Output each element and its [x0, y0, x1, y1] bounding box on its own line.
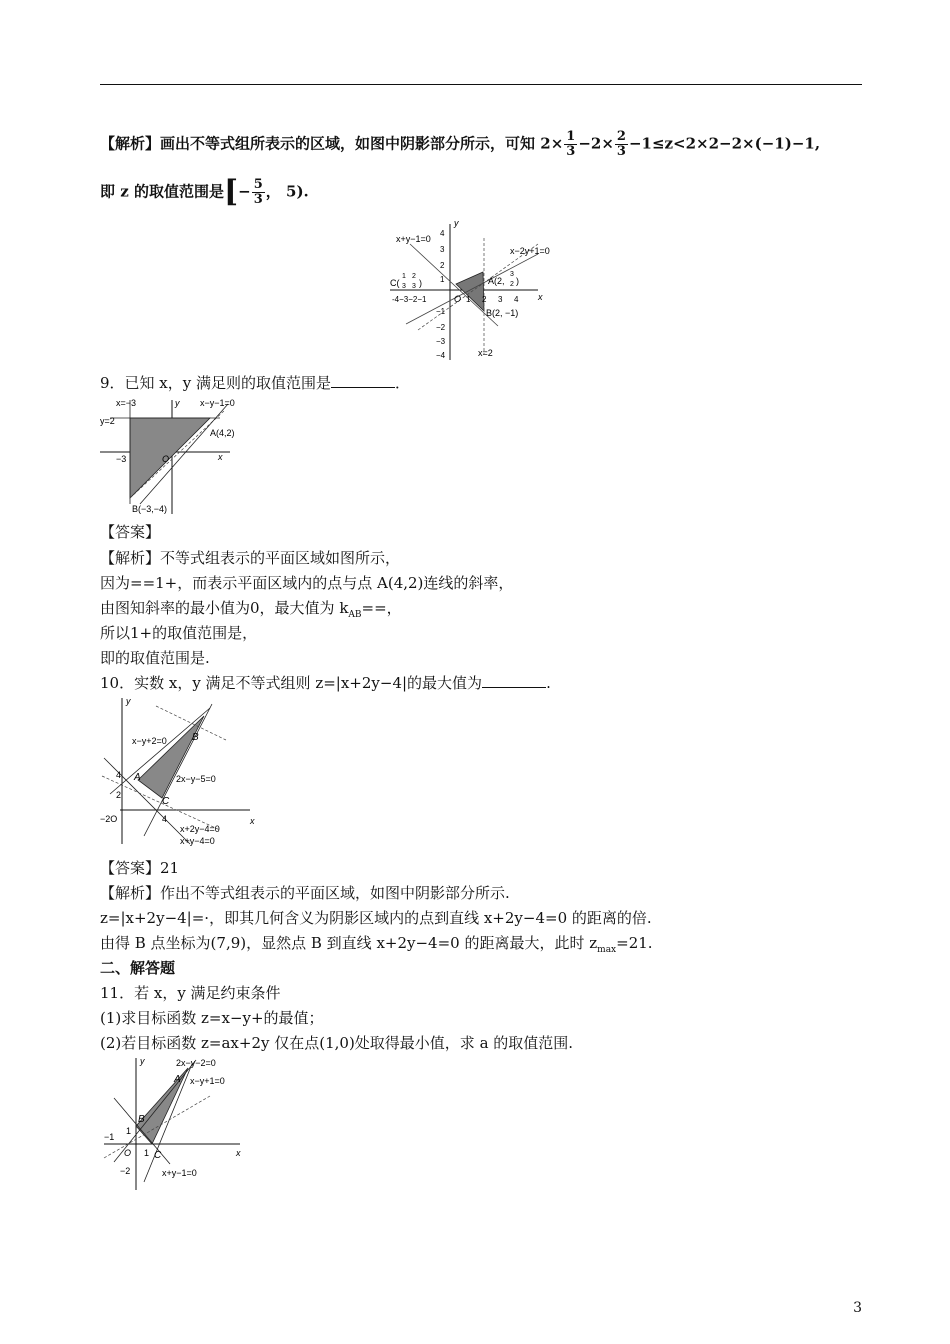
svg-text:2: 2 [440, 261, 445, 270]
fraction: $\frac{2}{3}$ [616, 129, 626, 159]
line-label: x=−3 [116, 398, 137, 408]
svg-text:x: x [538, 292, 543, 302]
line-label: x−y+1=0 [190, 1076, 225, 1086]
svg-text:C: C [162, 796, 170, 807]
fraction: $\frac{1}{3}$ [566, 129, 576, 159]
svg-text:O: O [162, 454, 170, 464]
line-label: y=2 [100, 416, 115, 426]
svg-text:): ) [419, 278, 422, 288]
svg-text:2: 2 [510, 281, 514, 288]
section-heading: 二、解答题 [100, 959, 176, 977]
svg-text:2: 2 [482, 295, 487, 304]
q9-solution: 因为==1+，而表示平面区域内的点与点 A(4,2)连线的斜率， [100, 574, 514, 592]
q10-stem: 10．实数 x，y 满足不等式组则 z=|x+2y−4|的最大值为 . [100, 674, 551, 692]
svg-text:−3: −3 [116, 454, 127, 464]
svg-text:): ) [516, 276, 519, 286]
svg-text:O: O [454, 294, 462, 304]
solution-label: 【解析】 [100, 134, 161, 153]
q11-figure [100, 1054, 250, 1194]
svg-text:x: x [218, 452, 223, 462]
q9-answer: 【答案】 [100, 523, 161, 541]
svg-text:1: 1 [126, 1126, 132, 1136]
svg-text:2: 2 [412, 273, 416, 280]
line-label: x+y−4=0 [180, 836, 215, 846]
q8-figure [388, 214, 568, 364]
svg-text:A: A [134, 772, 141, 783]
svg-text:−2: −2 [120, 1166, 131, 1176]
q8-solution-line2: 即 z 的取值范围是[− $\frac{5}{3}$ ， 5). [100, 174, 309, 210]
svg-text:y: y [140, 1056, 145, 1066]
svg-text:4: 4 [514, 295, 519, 304]
q11-part1: (1)求目标函数 z=x−y+的最值； [100, 1009, 324, 1027]
line-label: x−2y+1=0 [510, 246, 550, 256]
svg-text:B: B [138, 1114, 145, 1125]
q10-figure [100, 694, 260, 850]
svg-text:y: y [454, 218, 459, 228]
svg-text:3: 3 [402, 283, 406, 290]
q11-part2: (2)若目标函数 z=ax+2y 仅在点(1,0)处取得最小值，求 a 的取值范围. [100, 1034, 574, 1052]
q9-figure [100, 394, 250, 516]
q9-solution: 即的取值范围是. [100, 649, 210, 667]
q11-stem: 11．若 x，y 满足约束条件 [100, 984, 281, 1002]
point-label-b: B(2, −1) [486, 308, 519, 318]
svg-text:1: 1 [466, 295, 471, 304]
svg-text:−1: −1 [104, 1132, 115, 1142]
svg-text:−2O: −2O [100, 814, 118, 824]
line-label: x=2 [478, 348, 493, 358]
q9-solution: 由图知斜率的最小值为0，最大值为 $k_{AB}==$， [100, 599, 402, 620]
q8-solution-line1: 【解析】画出不等式组所表示的区域，如图中阴影部分所示，可知 2× $\frac{1}{3}$ −2× $\frac{2}{3}$ −1≤z<2×2−2×(−1)−1, [100, 129, 821, 159]
svg-text:−3: −3 [436, 337, 446, 346]
svg-text:3: 3 [510, 271, 514, 278]
point-label-a: A(4,2) [210, 428, 235, 438]
answer-blank [331, 373, 395, 388]
svg-text:1: 1 [440, 275, 445, 284]
svg-text:y: y [175, 398, 180, 408]
svg-text:x: x [250, 816, 255, 826]
line-label: x−y−1=0 [200, 398, 235, 408]
line-label: x−y+2=0 [132, 736, 167, 746]
svg-text:4: 4 [440, 229, 445, 238]
svg-text:−4: −4 [436, 351, 446, 360]
svg-text:1: 1 [402, 273, 406, 280]
line-label: x+2y−4=0 [180, 824, 220, 834]
point-label-c: C( [390, 278, 400, 288]
line-label: x+y−1=0 [396, 234, 431, 244]
svg-text:O: O [124, 1148, 132, 1158]
svg-text:2: 2 [116, 790, 122, 800]
q9-solution: 所以1+的取值范围是， [100, 624, 258, 642]
svg-text:C: C [154, 1150, 162, 1161]
svg-text:-4−3−2−1: -4−3−2−1 [392, 295, 427, 304]
line-label: 2x−y−5=0 [176, 774, 216, 784]
svg-text:B: B [192, 732, 199, 743]
q9-solution: 【解析】不等式组表示的平面区域如图所示， [100, 549, 401, 567]
svg-text:1: 1 [144, 1148, 150, 1158]
svg-text:A: A [174, 1074, 181, 1085]
svg-text:−1: −1 [436, 307, 446, 316]
q10-solution: z=|x+2y−4|=·，即其几何含义为阴影区域内的点到直线 x+2y−4=0 的距离的倍. [100, 909, 652, 927]
q9-stem: 9．已知 x，y 满足则的取值范围是 ． [100, 374, 411, 392]
svg-text:y: y [126, 696, 131, 706]
svg-text:3: 3 [498, 295, 503, 304]
header-rule [100, 84, 862, 85]
page-number: 3 [853, 1300, 862, 1316]
point-label-b: B(−3,−4) [132, 504, 168, 514]
svg-text:3: 3 [440, 245, 445, 254]
fraction: $\frac{5}{3}$ [253, 177, 263, 207]
svg-text:3: 3 [412, 283, 416, 290]
svg-text:4: 4 [116, 770, 122, 780]
point-label-a: A(2, [488, 276, 505, 286]
answer-blank [482, 673, 546, 688]
svg-text:x: x [236, 1148, 241, 1158]
line-label: x+y−1=0 [162, 1168, 197, 1178]
q10-solution: 由得 B 点坐标为(7,9)，显然点 B 到直线 x+2y−4=0 的距离最大，此时 $z_{max}=21$. [100, 934, 653, 955]
svg-text:4: 4 [162, 814, 168, 824]
line-label: 2x−y−2=0 [176, 1058, 216, 1068]
q10-solution: 【解析】作出不等式组表示的平面区域，如图中阴影部分所示. [100, 884, 510, 902]
svg-text:−2: −2 [436, 323, 446, 332]
q10-answer: 【答案】21 [100, 859, 180, 877]
